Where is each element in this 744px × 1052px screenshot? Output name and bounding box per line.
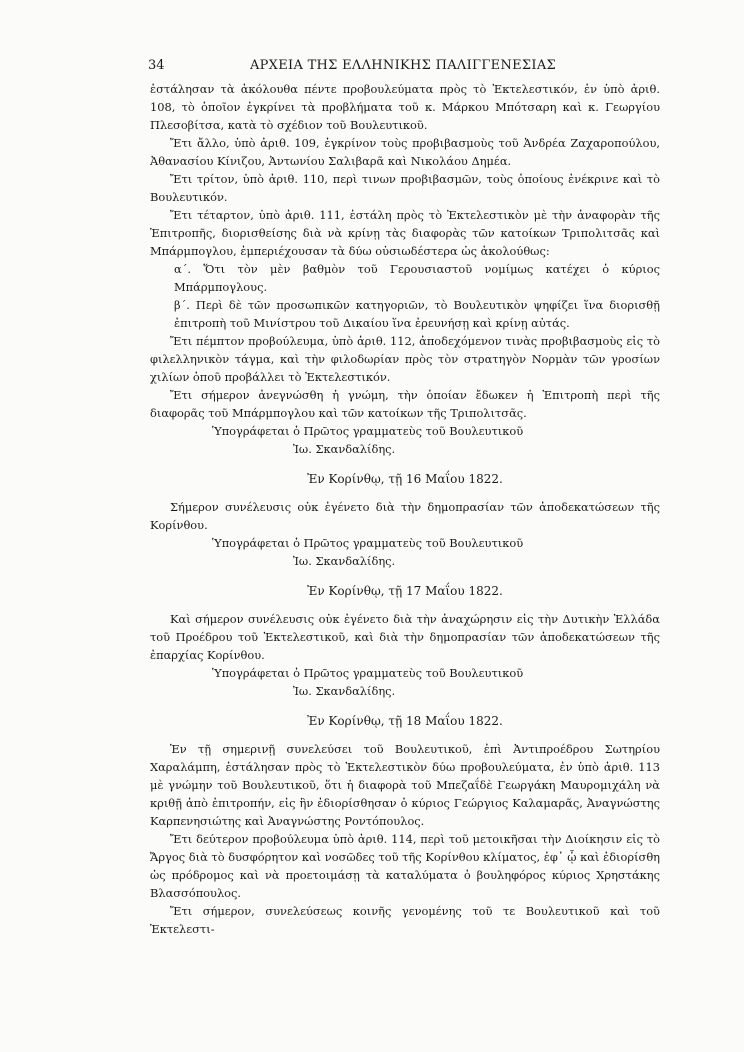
page-number: 34 bbox=[148, 58, 165, 73]
running-title: ΑΡΧΕΙΑ ΤΗΣ ΕΛΛΗΝΙΚΗΣ ΠΑΛΙΓΓΕΝΕΣΙΑΣ bbox=[249, 58, 557, 73]
paragraph: Καὶ σήμερον συνέλευσις οὐκ ἐγένετο διὰ τὴν ἀναχώρησιν εἰς τὴν Δυτικὴν Ἑλλάδα τοῦ Προέδρου τοῦ Ἐκτελεστικοῦ, καὶ διὰ τὴν δημοπρασίαν τῶν ἀποδεκατώσεων τῆς ἐπαρχίας Κορίνθου. bbox=[150, 612, 660, 662]
paragraph: Ἔτι δεύτερον προβούλευμα ὑπὸ ἀριθ. 114, περὶ τοῦ μετοικῆσαι τὴν Διοίκησιν εἰς τὸ Ἄργος διὰ τὸ δυσφόρητον καὶ νοσῶδες τοῦ τῆς Κορίνθου κλίματος, ἐφ᾽ ᾧ καὶ ἐδιορίσθη ὡς πρόδρομος καὶ νὰ προετοιμάσῃ τὰ καταλύματα ὁ βουληφόρος κύριος Χρηστάκης Βλασσόπουλος. bbox=[150, 832, 660, 900]
paragraph: Ἔτι σήμερον ἀνεγνώσθη ἡ γνώμη, τὴν ὁποίαν ἔδωκεν ἡ Ἐπιτροπὴ περὶ τῆς διαφορᾶς τοῦ Μπάρμπογλου καὶ τῶν κατοίκων τῆς Τριπολιτσᾶς. bbox=[150, 388, 660, 420]
paragraph: Ἔτι τέταρτον, ὑπὸ ἀριθ. 111, ἐστάλη πρὸς τὸ Ἐκτελεστικὸν μὲ τὴν ἀναφορὰν τῆς Ἐπιτροπῆς, διορισθείσης διὰ νὰ κρίνῃ τὰς διαφορὰς τῶν κατοίκων Τριπολιτσᾶς καὶ Μπάρμπογλου, ἐμπεριέχουσαν τὰ δύω οὐσιωδέστερα ὡς ἀκολούθως: bbox=[150, 208, 660, 258]
signature-line: Ὑπογράφεται ὁ Πρῶτος γραμματεὺς τοῦ Βουλευτικοῦ bbox=[212, 536, 524, 550]
signature-name: Ἰω. Σκανδαλίδης. bbox=[293, 554, 396, 568]
page-header bbox=[148, 58, 658, 78]
date-heading: Ἐν Κορίνθῳ, τῇ 17 Μαΐου 1822. bbox=[307, 584, 503, 598]
date-heading: Ἐν Κορίνθῳ, τῇ 16 Μαΐου 1822. bbox=[307, 472, 503, 486]
signature-line: Ὑπογράφεται ὁ Πρῶτος γραμματεὺς τοῦ Βουλευτικοῦ bbox=[212, 666, 524, 680]
paragraph: ἐστάλησαν τὰ ἀκόλουθα πέντε προβουλεύματα πρὸς τὸ Ἐκτελεστικόν, ἐν ὑπὸ ἀριθ. 108, τὸ ὁποῖον ἐγκρίνει τὰ προβλήματα τοῦ κ. Μάρκου Μπότσαρη καὶ κ. Γεωργίου Πλεσοβίτσα, κατὰ τὸ σχέδιον τοῦ Βουλευτικοῦ. bbox=[150, 82, 660, 132]
paragraph: Σήμερον συνέλευσις οὐκ ἐγένετο διὰ τὴν δημοπρασίαν τῶν ἀποδεκατώσεων τῆς Κορίνθου. bbox=[150, 500, 660, 532]
paragraph: Ἔτι ἄλλο, ὑπὸ ἀριθ. 109, ἐγκρίνον τοὺς προβιβασμοὺς τοῦ Ἀνδρέα Ζαχαροπούλου, Ἀθανασίου Κίνιζου, Ἀντωνίου Σαλιβαρᾶ καὶ Νικολάου Δημέα. bbox=[150, 136, 660, 168]
list-item: β΄. Περὶ δὲ τῶν προσωπικῶν κατηγοριῶν, τὸ Βουλευτικὸν ψηφίζει ἵνα διορισθῇ ἐπιτροπὴ τοῦ Μινίστρου τοῦ Δικαίου ἵνα ἐρευνήσῃ καὶ κρίνῃ αὐτάς. bbox=[174, 298, 660, 330]
paragraph: Ἔτι πέμπτον προβούλευμα, ὑπὸ ἀριθ. 112, ἀποδεχόμενον τινὰς προβιβασμοὺς εἰς τὸ φιλελληνικὸν τάγμα, καὶ τὴν φιλοδωρίαν πρὸς τὸν στρατηγὸν Νορμὰν τῶν γροσίων χιλίων ὁποῦ προβάλλει τὸ Ἐκτελεστικόν. bbox=[150, 334, 660, 384]
signature-name: Ἰω. Σκανδαλίδης. bbox=[293, 684, 396, 698]
paragraph: Ἔτι σήμερον, συνελεύσεως κοινῆς γενομένης τοῦ τε Βουλευτικοῦ καὶ τοῦ Ἐκτελεστι- bbox=[150, 904, 660, 936]
signature-line: Ὑπογράφεται ὁ Πρῶτος γραμματεὺς τοῦ Βουλευτικοῦ bbox=[212, 424, 524, 438]
list-item: α΄. Ὅτι τὸν μὲν βαθμὸν τοῦ Γερουσιαστοῦ νομίμως κατέχει ὁ κύριος Μπάρμπογλους. bbox=[174, 262, 660, 294]
paragraph: Ἔτι τρίτον, ὑπὸ ἀριθ. 110, περὶ τινων προβιβασμῶν, τοὺς ὁποίους ἐνέκρινε καὶ τὸ Βουλευτικόν. bbox=[150, 172, 660, 204]
text-body bbox=[150, 80, 660, 938]
signature-name: Ἰω. Σκανδαλίδης. bbox=[293, 442, 396, 456]
date-heading: Ἐν Κορίνθῳ, τῇ 18 Μαΐου 1822. bbox=[307, 714, 503, 728]
paragraph: Ἐν τῇ σημερινῇ συνελεύσει τοῦ Βουλευτικοῦ, ἐπὶ Ἀντιπροέδρου Σωτηρίου Χαραλάμπη, ἐστάλησαν πρὸς τὸ Ἐκτελεστικὸν δύω προβουλεύματα, ἐν ὑπὸ ἀριθ. 113 μὲ γνώμην τοῦ Βουλευτικοῦ, ὅτι ἡ διαφορὰ τοῦ Μπεζαΐδὲ Γεωργάκη Μαυρομιχάλη νὰ κριθῇ ἀπὸ ἐπιτροπήν, εἰς ἣν ἐδιορίσθησαν ὁ κύριος Γεώργιος Καλαμαρᾶς, Ἀναγνώστης Καρπενησιώτης καὶ Ἀναγνώστης Ροντόπουλος. bbox=[150, 742, 660, 828]
